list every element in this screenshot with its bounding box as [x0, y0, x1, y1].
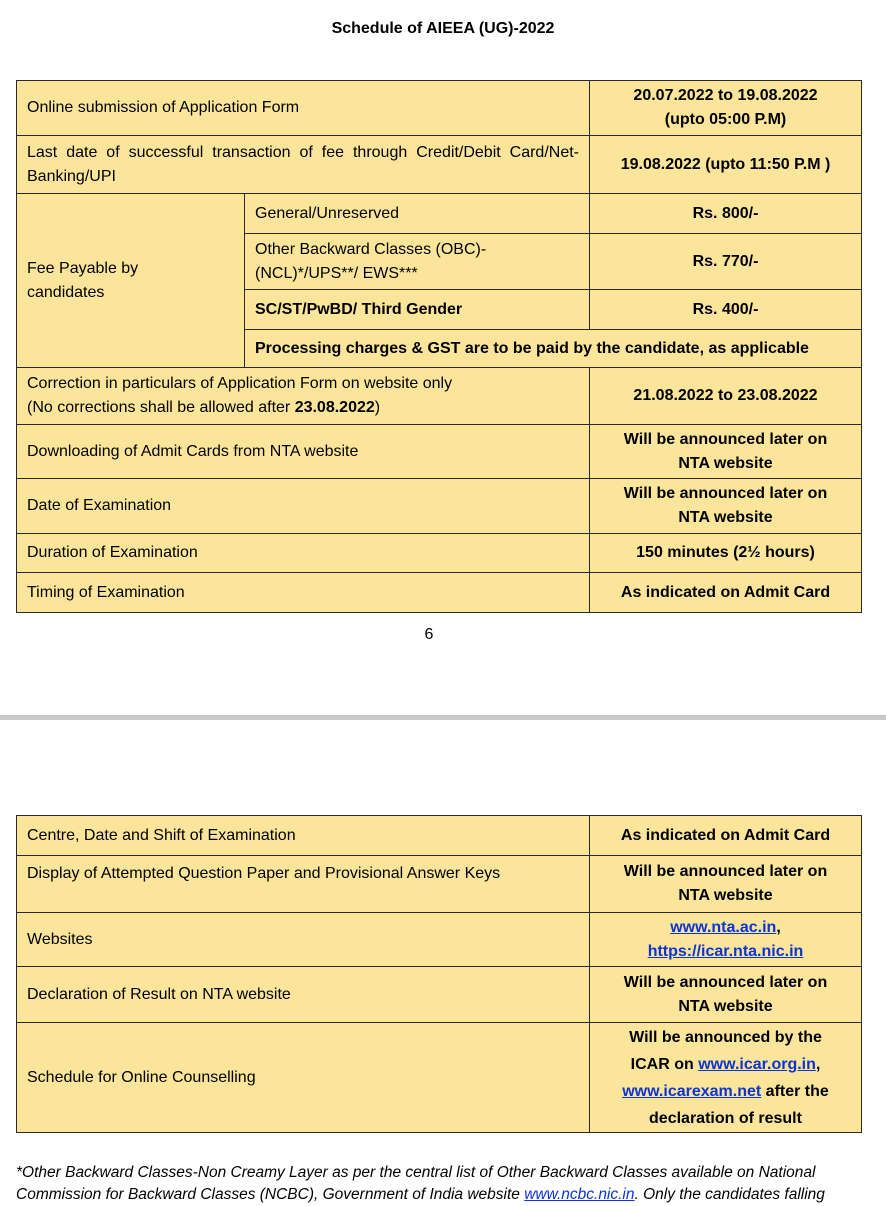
value-line: 20.07.2022 to 19.08.2022 [633, 87, 818, 104]
fee-obc-value: Rs. 770/- [590, 234, 862, 290]
table-row [17, 967, 862, 1023]
separator: , [815, 1055, 821, 1073]
exam-date-value [590, 479, 862, 534]
table-row [17, 856, 862, 913]
table-row [17, 81, 862, 136]
value-line: Will be announced by the [629, 1028, 822, 1046]
schedule-table-page-1 [16, 80, 862, 613]
table-row [17, 425, 862, 479]
last-date-fee-label: Last date of successful transaction of fee through Credit/Debit Card/Net-Banking/UPI [17, 136, 590, 194]
fee-general-value: Rs. 800/- [590, 194, 862, 234]
value-line: Will be announced later on [623, 430, 828, 448]
table-row [17, 194, 862, 234]
value-text: after the [761, 1082, 829, 1100]
value-line [594, 1078, 857, 1105]
label-line [27, 396, 579, 420]
duration-label: Duration of Examination [17, 534, 590, 573]
table-row [17, 136, 862, 194]
value-line [600, 916, 851, 940]
table-row [17, 479, 862, 534]
label-line: candidates [27, 283, 105, 301]
timing-value: As indicated on Admit Card [590, 573, 862, 613]
counselling-value [590, 1023, 862, 1133]
exam-date-label: Date of Examination [17, 479, 590, 534]
value-line: NTA website [678, 509, 773, 526]
correction-value: 21.08.2022 to 23.08.2022 [590, 368, 862, 425]
table-row [17, 913, 862, 967]
online-submission-label: Online submission of Application Form [17, 81, 590, 136]
icar-nta-link[interactable]: https://icar.nta.nic.in [647, 942, 804, 960]
timing-label: Timing of Examination [17, 573, 590, 613]
label-line: Fee Payable by [27, 259, 139, 277]
value-line: declaration of result [649, 1109, 802, 1127]
admit-cards-label: Downloading of Admit Cards from NTA website [17, 425, 590, 479]
separator: , [776, 918, 781, 936]
document-title: Schedule of AIEEA (UG)-2022 [331, 20, 555, 37]
footnote-line: *Other Backward Classes-Non Creamy Layer as per the central list of Other Backward Classes available on National [16, 1164, 816, 1181]
fee-payable-label [17, 194, 245, 368]
centre-label: Centre, Date and Shift of Examination [17, 816, 590, 856]
fee-sc-value: Rs. 400/- [590, 290, 862, 330]
value-line: Will be announced later on [623, 485, 828, 502]
footnote-text: Commission for Backward Classes (NCBC), Government of India website [16, 1186, 525, 1203]
fee-obc-label: Other Backward Classes (OBC)-(NCL)*/UPS**/ EWS*** [245, 234, 590, 290]
value-text: ICAR on [630, 1055, 699, 1073]
page-number: 6 [424, 626, 434, 643]
page-divider [0, 715, 886, 720]
correction-deadline: 23.08.2022 [294, 399, 375, 416]
footnote-line [16, 1184, 876, 1206]
result-value [590, 967, 862, 1023]
nta-website-link[interactable]: www.nta.ac.in [670, 918, 777, 936]
table-row [17, 1023, 862, 1133]
value-line [594, 1051, 857, 1078]
value-line: (upto 05:00 P.M) [664, 111, 787, 128]
websites-label: Websites [17, 913, 590, 967]
value-line: Will be announced later on [623, 973, 828, 991]
ncbc-link[interactable]: www.ncbc.nic.in [524, 1186, 635, 1203]
footnote [16, 1162, 876, 1206]
table-row [17, 573, 862, 613]
fee-general-label: General/Unreserved [245, 194, 590, 234]
label-text: (No corrections shall be allowed after [27, 399, 295, 416]
value-line [600, 940, 851, 964]
value-line: NTA website [678, 887, 773, 904]
value-line: NTA website [678, 454, 773, 472]
label-text: ) [374, 399, 381, 416]
table-row [17, 816, 862, 856]
footnote-text: . Only the candidates falling [634, 1186, 825, 1203]
result-label: Declaration of Result on NTA website [17, 967, 590, 1023]
table-row [17, 534, 862, 573]
counselling-label: Schedule for Online Counselling [17, 1023, 590, 1133]
answer-keys-value [590, 856, 862, 913]
online-submission-value [590, 81, 862, 136]
centre-value: As indicated on Admit Card [590, 816, 862, 856]
fee-sc-label: SC/ST/PwBD/ Third Gender [245, 290, 590, 330]
answer-keys-label: Display of Attempted Question Paper and Provisional Answer Keys [17, 856, 590, 913]
value-line: NTA website [678, 997, 773, 1015]
duration-value: 150 minutes (2½ hours) [590, 534, 862, 573]
icarexam-link[interactable]: www.icarexam.net [622, 1082, 762, 1100]
schedule-table-page-2 [16, 815, 862, 1133]
value-line: Will be announced later on [623, 863, 828, 880]
processing-charges-note: Processing charges & GST are to be paid by the candidate, as applicable [245, 330, 862, 368]
icar-org-link[interactable]: www.icar.org.in [698, 1055, 816, 1073]
table-row [17, 368, 862, 425]
correction-label [17, 368, 590, 425]
label-line: Correction in particulars of Application Form on website only [27, 375, 453, 392]
websites-value [590, 913, 862, 967]
admit-cards-value [590, 425, 862, 479]
last-date-fee-value: 19.08.2022 (upto 11:50 P.M ) [590, 136, 862, 194]
